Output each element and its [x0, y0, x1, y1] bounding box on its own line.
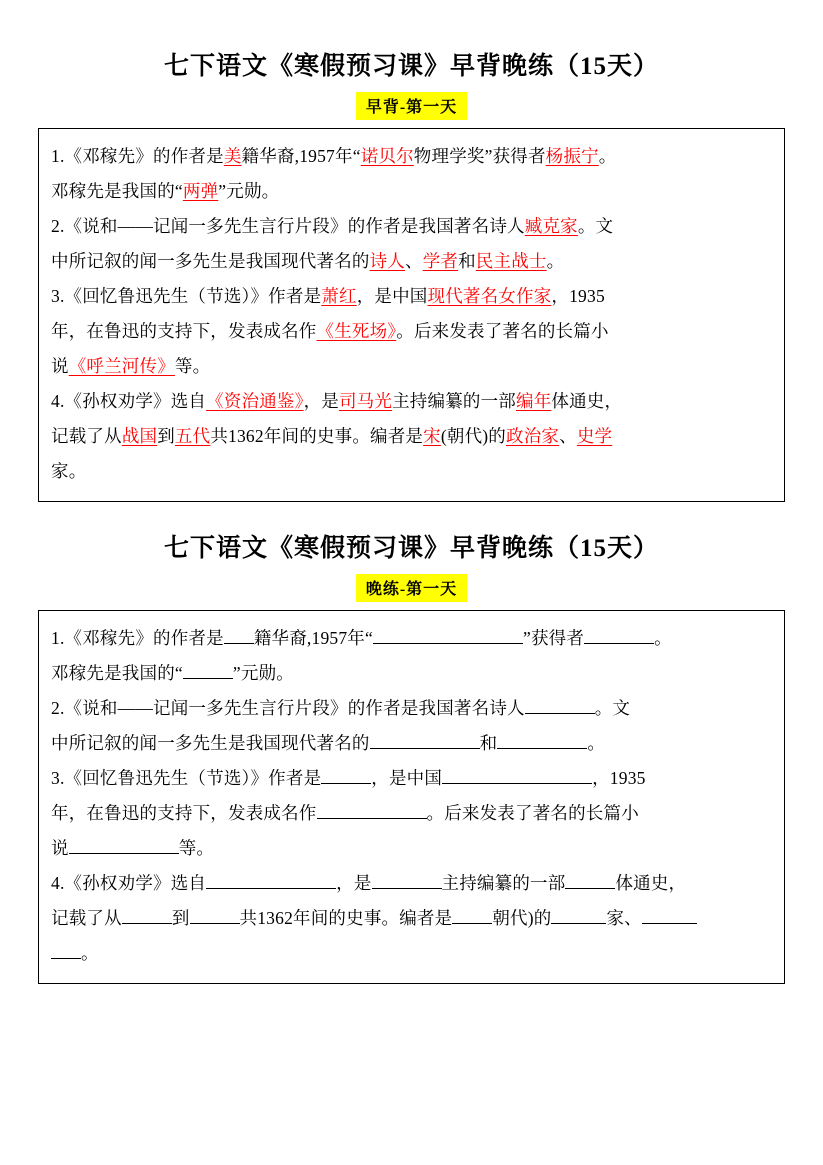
q1-answer-2: 诺贝尔 — [360, 146, 414, 166]
eq4-blank-6[interactable] — [452, 923, 492, 924]
eq4-text-g: 共1362年间的史事。编者是 — [239, 908, 453, 928]
q3-text-c: ，1935 — [551, 286, 605, 306]
eq2-text-d: 和 — [479, 733, 498, 753]
q4-answer-8: 史学 — [576, 426, 613, 446]
q1-text-e: 邓稼先是我国的“ — [51, 181, 183, 201]
eq1-text-e: 邓稼先是我国的“ — [51, 663, 183, 683]
q4-text-h: (朝代)的 — [440, 426, 506, 446]
eq3-blank-2[interactable] — [442, 783, 592, 784]
status-badge-evening: 晚练-第一天 — [356, 574, 467, 602]
q3-text-b: ，是中国 — [356, 286, 428, 306]
eq3-text-f: 说 — [51, 838, 69, 858]
eq2-text-e: 。 — [587, 733, 606, 753]
badge-row-morning — [38, 92, 785, 120]
eq1-blank-2[interactable] — [373, 643, 523, 644]
eq3-blank-4[interactable] — [69, 853, 179, 854]
eq4-blank-1[interactable] — [206, 888, 336, 889]
eq3-text-e: 。后来发表了著名的长篇小 — [426, 803, 639, 823]
q4-answer-3: 编年 — [516, 391, 552, 411]
q4-answer-5: 五代 — [174, 426, 211, 446]
q3-text-a: 3.《回忆鲁迅先生（节选）》作者是 — [51, 286, 322, 306]
eq1-blank-1[interactable] — [224, 643, 254, 644]
eq4-blank-4[interactable] — [122, 923, 172, 924]
morning-answer-box — [38, 128, 785, 502]
evening-question-3 — [51, 761, 772, 866]
eq1-text-f: ”元勋。 — [232, 663, 294, 683]
q4-text-b: ，是 — [303, 391, 339, 411]
q3-answer-4: 《呼兰河传》 — [68, 356, 175, 376]
q2-answer-2: 诗人 — [369, 251, 406, 271]
morning-question-3 — [51, 279, 772, 384]
q4-text-a: 4.《孙权劝学》选自 — [51, 391, 207, 411]
eq4-text-i: 家、 — [606, 908, 642, 928]
evening-question-4 — [51, 866, 772, 971]
q4-answer-2: 司马光 — [338, 391, 393, 411]
q3-answer-3: 《生死场》 — [316, 321, 397, 341]
q3-answer-1: 萧红 — [321, 286, 357, 306]
q1-text-d: 。 — [598, 146, 617, 166]
eq1-text-d: 。 — [654, 628, 672, 648]
q4-text-d: 体通史， — [551, 391, 623, 411]
q4-answer-1: 《资治通鉴》 — [206, 391, 304, 411]
status-badge-morning: 早背-第一天 — [356, 92, 467, 120]
evening-question-2 — [51, 691, 772, 761]
q2-text-d: 、 — [405, 251, 423, 271]
eq4-blank-5[interactable] — [190, 923, 240, 924]
eq1-text-b: 籍华裔,1957年“ — [253, 628, 373, 648]
q3-text-f: 说 — [51, 356, 69, 376]
eq2-text-c: 中所记叙的闻一多先生是我国现代著名的 — [51, 733, 370, 753]
q4-text-e: 记载了从 — [51, 426, 122, 446]
eq4-text-a: 4.《孙权劝学》选自 — [51, 873, 207, 893]
q4-answer-4: 战国 — [121, 426, 158, 446]
eq1-text-a: 1.《邓稼先》的作者是 — [51, 628, 224, 648]
q2-answer-4: 民主战士 — [475, 251, 547, 271]
q4-text-g: 共1362年间的史事。编者是 — [210, 426, 424, 446]
q1-text-a: 1.《邓稼先》的作者是 — [51, 146, 224, 166]
q3-text-e: 。后来发表了著名的长篇小 — [396, 321, 609, 341]
morning-question-1 — [51, 139, 772, 209]
page-title-evening: 七下语文《寒假预习课》早背晚练（15天） — [163, 535, 659, 562]
eq1-text-c: ”获得者 — [522, 628, 585, 648]
eq4-text-b: ，是 — [336, 873, 372, 893]
eq3-text-g: 等。 — [178, 838, 215, 858]
eq4-text-f: 到 — [171, 908, 190, 928]
q2-answer-3: 学者 — [422, 251, 459, 271]
badge-row-evening — [38, 574, 785, 602]
q3-answer-2: 现代著名女作家 — [427, 286, 552, 306]
q4-text-j: 家。 — [51, 461, 87, 481]
eq4-blank-7[interactable] — [551, 923, 606, 924]
eq4-blank-3[interactable] — [565, 888, 615, 889]
q1-answer-3: 杨振宁 — [545, 146, 599, 166]
eq4-text-j: 。 — [81, 943, 99, 963]
eq2-blank-1[interactable] — [525, 713, 595, 714]
eq2-blank-2[interactable] — [370, 748, 480, 749]
eq1-blank-4[interactable] — [183, 678, 233, 679]
eq3-text-b: ，是中国 — [371, 768, 443, 788]
q4-text-c: 主持编纂的一部 — [392, 391, 516, 411]
eq2-text-b: 。文 — [594, 698, 631, 718]
q1-text-f: ”元勋。 — [218, 181, 280, 201]
evening-section — [38, 528, 785, 984]
eq4-blank-9[interactable] — [51, 958, 81, 959]
q1-text-c: 物理学奖”获得者 — [413, 146, 546, 166]
section-spacer — [38, 508, 785, 522]
page-title-morning: 七下语文《寒假预习课》早背晚练（15天） — [163, 53, 659, 80]
q4-text-f: 到 — [157, 426, 175, 446]
q2-text-c: 中所记叙的闻一多先生是我国现代著名的 — [51, 251, 370, 271]
eq3-text-d: 年，在鲁迅的支持下，发表成名作 — [51, 803, 317, 823]
evening-exercise-box — [38, 610, 785, 984]
eq3-text-c: ，1935 — [592, 768, 646, 788]
q2-text-e: 和 — [458, 251, 476, 271]
q2-answer-1: 臧克家 — [524, 216, 578, 236]
q2-text-f: 。 — [546, 251, 565, 271]
eq4-text-d: 体通史， — [615, 873, 687, 893]
eq3-blank-1[interactable] — [321, 783, 371, 784]
eq4-text-c: 主持编纂的一部 — [441, 873, 566, 893]
eq3-blank-3[interactable] — [317, 818, 427, 819]
morning-section — [38, 46, 785, 502]
q4-answer-7: 政治家 — [506, 426, 560, 446]
q2-text-b: 。文 — [577, 216, 614, 236]
evening-question-1 — [51, 621, 772, 691]
morning-question-2 — [51, 209, 772, 279]
q2-text-a: 2.《说和——记闻一多先生言行片段》的作者是我国著名诗人 — [51, 216, 525, 236]
eq1-blank-3[interactable] — [584, 643, 654, 644]
q4-text-i: 、 — [559, 426, 577, 446]
eq4-text-e: 记载了从 — [51, 908, 122, 928]
q3-text-g: 等。 — [174, 356, 211, 376]
eq2-blank-3[interactable] — [497, 748, 587, 749]
eq4-blank-2[interactable] — [372, 888, 442, 889]
q4-answer-6: 宋 — [423, 426, 441, 446]
q3-text-d: 年，在鲁迅的支持下，发表成名作 — [51, 321, 317, 341]
morning-question-4 — [51, 384, 772, 489]
eq3-text-a: 3.《回忆鲁迅先生（节选）》作者是 — [51, 768, 322, 788]
eq4-text-h: 朝代)的 — [492, 908, 552, 928]
q1-answer-4: 两弹 — [182, 181, 219, 201]
q1-text-b: 籍华裔,1957年“ — [241, 146, 361, 166]
eq4-blank-8[interactable] — [642, 923, 697, 924]
eq2-text-a: 2.《说和——记闻一多先生言行片段》的作者是我国著名诗人 — [51, 698, 525, 718]
q1-answer-1: 美 — [223, 146, 242, 166]
